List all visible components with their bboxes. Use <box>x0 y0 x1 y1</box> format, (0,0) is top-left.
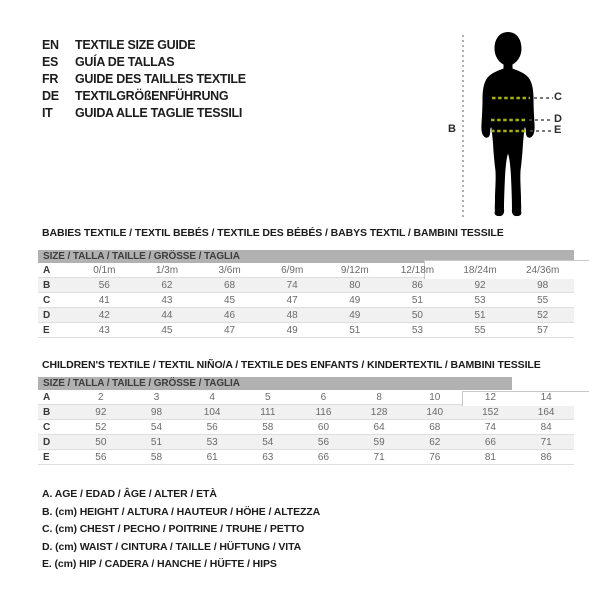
language-title: GUIDE DES TAILLES TEXTILE <box>75 71 246 86</box>
row-label: A <box>38 263 73 278</box>
hip-label: E <box>554 124 562 136</box>
chest-label: C <box>554 91 562 103</box>
size-cell: 44 <box>136 308 199 323</box>
language-row <box>42 53 246 70</box>
size-header: SIZE / TALLA / TAILLE / GRÖSSE / TAGLIA <box>38 250 574 263</box>
size-cell: 104 <box>184 405 240 420</box>
size-cell: 43 <box>73 323 136 338</box>
size-cell: 80 <box>324 278 387 293</box>
size-highlight-box <box>462 391 589 406</box>
size-cell: 8 <box>351 390 407 405</box>
row-label: B <box>38 405 73 420</box>
size-header: SIZE / TALLA / TAILLE / GRÖSSE / TAGLIA <box>38 377 512 390</box>
size-row-d <box>38 308 574 323</box>
size-cell: 47 <box>198 323 261 338</box>
language-row <box>42 87 246 104</box>
children-section-title: CHILDREN'S TEXTILE / TEXTIL NIÑO/A / TEXTILE DES ENFANTS / KINDERTEXTIL / BAMBINI TESSILE <box>42 359 541 371</box>
size-cell: 81 <box>463 450 519 465</box>
row-label: C <box>38 293 73 308</box>
language-title: TEXTILGRÖßENFÜHRUNG <box>75 88 229 103</box>
size-cell: 61 <box>184 450 240 465</box>
language-row <box>42 36 246 53</box>
size-cell: 42 <box>73 308 136 323</box>
size-cell: 86 <box>386 278 449 293</box>
size-cell: 18/24m <box>449 263 512 278</box>
size-cell: 0/1m <box>73 263 136 278</box>
size-cell: 43 <box>136 293 199 308</box>
size-cell: 10 <box>407 390 463 405</box>
language-title: TEXTILE SIZE GUIDE <box>75 37 196 52</box>
size-cell: 41 <box>73 293 136 308</box>
size-cell: 4 <box>184 390 240 405</box>
language-title: GUÍA DE TALLAS <box>75 54 175 69</box>
size-cell: 116 <box>296 405 352 420</box>
size-cell: 12 <box>463 390 519 405</box>
size-cell: 45 <box>136 323 199 338</box>
size-cell: 6 <box>296 390 352 405</box>
size-cell: 51 <box>449 308 512 323</box>
size-cell: 58 <box>240 420 296 435</box>
size-cell: 52 <box>73 420 129 435</box>
size-cell: 56 <box>184 420 240 435</box>
size-cell: 53 <box>449 293 512 308</box>
language-row <box>42 104 246 121</box>
size-cell: 111 <box>240 405 296 420</box>
size-cell: 2 <box>73 390 129 405</box>
size-cell: 98 <box>511 278 574 293</box>
legend-item: E. (cm) HIP / CADERA / HANCHE / HÜFTE / HIPS <box>42 558 277 570</box>
row-label: A <box>38 390 73 405</box>
size-cell: 54 <box>240 435 296 450</box>
size-cell: 50 <box>386 308 449 323</box>
size-cell: 64 <box>351 420 407 435</box>
size-row-d <box>38 435 574 450</box>
size-cell: 5 <box>240 390 296 405</box>
legend-item: C. (cm) CHEST / PECHO / POITRINE / TRUHE / PETTO <box>42 523 305 535</box>
size-cell: 98 <box>129 405 185 420</box>
child-silhouette <box>481 32 534 216</box>
size-cell: 66 <box>296 450 352 465</box>
size-cell: 55 <box>511 293 574 308</box>
size-cell: 14 <box>518 390 574 405</box>
size-cell: 92 <box>73 405 129 420</box>
size-cell: 56 <box>73 278 136 293</box>
row-label: D <box>38 308 73 323</box>
children-size-table <box>38 377 574 465</box>
size-cell: 24/36m <box>511 263 574 278</box>
size-cell: 92 <box>449 278 512 293</box>
size-cell: 50 <box>73 435 129 450</box>
size-cell: 12/18m <box>386 263 449 278</box>
size-cell: 58 <box>129 450 185 465</box>
row-label: B <box>38 278 73 293</box>
legend-item: D. (cm) WAIST / CINTURA / TAILLE / HÜFTUNG / VITA <box>42 540 302 553</box>
size-cell: 68 <box>407 420 463 435</box>
language-row <box>42 70 246 87</box>
size-cell: 51 <box>386 293 449 308</box>
size-cell: 140 <box>407 405 463 420</box>
size-row-c <box>38 293 574 308</box>
language-code: IT <box>42 105 53 120</box>
size-cell: 76 <box>407 450 463 465</box>
size-row-a <box>38 390 574 405</box>
size-cell: 152 <box>463 405 519 420</box>
size-cell: 51 <box>324 323 387 338</box>
size-cell: 9/12m <box>324 263 387 278</box>
waist-label: D <box>554 113 562 125</box>
measurement-legend <box>42 486 320 574</box>
language-code: EN <box>42 37 59 52</box>
size-cell: 164 <box>518 405 574 420</box>
language-code: ES <box>42 54 59 69</box>
size-cell: 53 <box>184 435 240 450</box>
size-cell: 62 <box>407 435 463 450</box>
row-label: E <box>38 323 73 338</box>
legend-item: A. AGE / EDAD / ÂGE / ALTER / ETÀ <box>42 488 217 500</box>
children-table <box>38 390 574 465</box>
size-cell: 49 <box>324 308 387 323</box>
size-cell: 3 <box>129 390 185 405</box>
size-cell: 45 <box>198 293 261 308</box>
size-cell: 71 <box>351 450 407 465</box>
size-cell: 49 <box>324 293 387 308</box>
size-cell: 74 <box>463 420 519 435</box>
size-row-c <box>38 420 574 435</box>
size-cell: 3/6m <box>198 263 261 278</box>
size-cell: 1/3m <box>136 263 199 278</box>
babies-table <box>38 263 574 338</box>
size-cell: 59 <box>351 435 407 450</box>
measurement-figure <box>440 25 600 225</box>
size-cell: 68 <box>198 278 261 293</box>
row-label: D <box>38 435 73 450</box>
size-cell: 84 <box>518 420 574 435</box>
babies-size-table <box>38 250 574 338</box>
babies-section-title: BABIES TEXTILE / TEXTIL BEBÉS / TEXTILE DES BÉBÉS / BABYS TEXTIL / BAMBINI TESSILE <box>42 227 504 239</box>
size-row-a <box>38 263 574 278</box>
size-cell: 74 <box>261 278 324 293</box>
size-cell: 47 <box>261 293 324 308</box>
size-highlight-box <box>424 260 589 279</box>
size-cell: 55 <box>449 323 512 338</box>
language-title: GUIDA ALLE TAGLIE TESSILI <box>75 105 243 120</box>
language-list <box>42 36 246 121</box>
language-code: FR <box>42 71 59 86</box>
size-cell: 49 <box>261 323 324 338</box>
size-cell: 63 <box>240 450 296 465</box>
size-cell: 128 <box>351 405 407 420</box>
size-cell: 51 <box>129 435 185 450</box>
row-label: E <box>38 450 73 465</box>
size-row-e <box>38 323 574 338</box>
size-cell: 66 <box>463 435 519 450</box>
height-label: B <box>448 123 456 135</box>
size-cell: 60 <box>296 420 352 435</box>
size-row-e <box>38 450 574 465</box>
size-cell: 46 <box>198 308 261 323</box>
size-row-b <box>38 278 574 293</box>
size-cell: 53 <box>386 323 449 338</box>
size-cell: 52 <box>511 308 574 323</box>
legend-item: B. (cm) HEIGHT / ALTURA / HAUTEUR / HÖHE / ALTEZZA <box>42 505 321 518</box>
size-cell: 56 <box>73 450 129 465</box>
size-cell: 71 <box>518 435 574 450</box>
size-cell: 86 <box>518 450 574 465</box>
size-cell: 6/9m <box>261 263 324 278</box>
size-cell: 48 <box>261 308 324 323</box>
size-cell: 56 <box>296 435 352 450</box>
child-silhouette-graphic <box>440 25 600 225</box>
size-cell: 57 <box>511 323 574 338</box>
size-cell: 62 <box>136 278 199 293</box>
size-row-b <box>38 405 574 420</box>
row-label: C <box>38 420 73 435</box>
language-code: DE <box>42 88 59 103</box>
size-cell: 54 <box>129 420 185 435</box>
